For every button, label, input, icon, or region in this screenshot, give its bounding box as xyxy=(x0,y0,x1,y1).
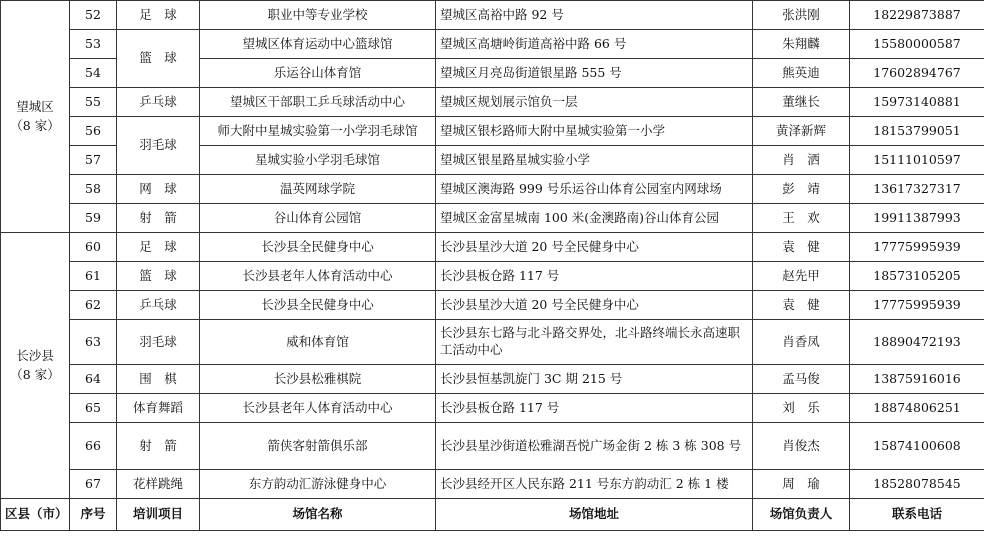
sport-cell: 乒乓球 xyxy=(117,291,200,320)
contact-person: 黄泽新辉 xyxy=(753,117,850,146)
contact-person: 赵先甲 xyxy=(753,262,850,291)
venue-name: 长沙县全民健身中心 xyxy=(200,233,436,262)
row-number: 62 xyxy=(70,291,117,320)
contact-person: 董继长 xyxy=(753,88,850,117)
venue-name: 师大附中星城实验第一小学羽毛球馆 xyxy=(200,117,436,146)
venue-name: 东方韵动汇游泳健身中心 xyxy=(200,470,436,499)
row-number: 65 xyxy=(70,394,117,423)
venue-address: 长沙县板仓路 117 号 xyxy=(436,394,753,423)
district-cell: 望城区 （8 家） xyxy=(1,1,70,233)
sport-cell: 足 球 xyxy=(117,233,200,262)
contact-phone: 17775995939 xyxy=(850,291,984,320)
venue-name: 谷山体育公园馆 xyxy=(200,204,436,233)
row-number: 58 xyxy=(70,175,117,204)
sport-cell: 羽毛球 xyxy=(117,117,200,175)
header-district: 区县（市） xyxy=(1,499,70,531)
contact-person: 张洪刚 xyxy=(753,1,850,30)
row-number: 60 xyxy=(70,233,117,262)
row-number: 63 xyxy=(70,320,117,365)
table-row xyxy=(1,88,984,117)
row-number: 67 xyxy=(70,470,117,499)
sport-cell: 围 棋 xyxy=(117,365,200,394)
sport-cell: 射 箭 xyxy=(117,204,200,233)
sport-cell: 网 球 xyxy=(117,175,200,204)
venue-address: 望城区银星路星城实验小学 xyxy=(436,146,753,175)
table-row xyxy=(1,320,984,365)
sport-cell: 篮 球 xyxy=(117,262,200,291)
sport-cell: 射 箭 xyxy=(117,423,200,470)
contact-phone: 17602894767 xyxy=(850,59,984,88)
sport-cell: 足 球 xyxy=(117,1,200,30)
venue-name: 乐运谷山体育馆 xyxy=(200,59,436,88)
row-number: 52 xyxy=(70,1,117,30)
venue-address: 望城区高塘岭街道高裕中路 66 号 xyxy=(436,30,753,59)
venue-name: 望城区体育运动中心篮球馆 xyxy=(200,30,436,59)
venue-address: 望城区银杉路师大附中星城实验第一小学 xyxy=(436,117,753,146)
contact-phone: 15111010597 xyxy=(850,146,984,175)
venue-address: 望城区澳海路 999 号乐运谷山体育公园室内网球场 xyxy=(436,175,753,204)
venue-address: 长沙县经开区人民东路 211 号东方韵动汇 2 栋 1 楼 xyxy=(436,470,753,499)
table-row xyxy=(1,175,984,204)
contact-phone: 15973140881 xyxy=(850,88,984,117)
header-person: 场馆负责人 xyxy=(753,499,850,531)
table-row xyxy=(1,262,984,291)
table-row xyxy=(1,470,984,499)
venue-name: 长沙县全民健身中心 xyxy=(200,291,436,320)
contact-phone: 15874100608 xyxy=(850,423,984,470)
table-row xyxy=(1,394,984,423)
table-row xyxy=(1,233,984,262)
sport-cell: 花样跳绳 xyxy=(117,470,200,499)
venue-address: 望城区月亮岛街道银星路 555 号 xyxy=(436,59,753,88)
venue-address: 望城区规划展示馆负一层 xyxy=(436,88,753,117)
table-row xyxy=(1,204,984,233)
venue-address: 长沙县星沙大道 20 号全民健身中心 xyxy=(436,291,753,320)
header-address: 场馆地址 xyxy=(436,499,753,531)
row-number: 66 xyxy=(70,423,117,470)
venue-name: 温英网球学院 xyxy=(200,175,436,204)
row-number: 56 xyxy=(70,117,117,146)
table-row xyxy=(1,1,984,30)
contact-phone: 18874806251 xyxy=(850,394,984,423)
contact-person: 袁 健 xyxy=(753,233,850,262)
row-number: 53 xyxy=(70,30,117,59)
contact-phone: 18229873887 xyxy=(850,1,984,30)
contact-phone: 18573105205 xyxy=(850,262,984,291)
venue-name: 长沙县老年人体育活动中心 xyxy=(200,262,436,291)
sport-cell: 乒乓球 xyxy=(117,88,200,117)
table-row xyxy=(1,30,984,59)
venue-name: 长沙县老年人体育活动中心 xyxy=(200,394,436,423)
contact-phone: 13875916016 xyxy=(850,365,984,394)
contact-phone: 19911387993 xyxy=(850,204,984,233)
contact-person: 周 瑜 xyxy=(753,470,850,499)
row-number: 64 xyxy=(70,365,117,394)
header-venue: 场馆名称 xyxy=(200,499,436,531)
contact-phone: 17775995939 xyxy=(850,233,984,262)
header-sport: 培训项目 xyxy=(117,499,200,531)
table-row xyxy=(1,365,984,394)
contact-phone: 18153799051 xyxy=(850,117,984,146)
contact-person: 孟马俊 xyxy=(753,365,850,394)
contact-phone: 18528078545 xyxy=(850,470,984,499)
sport-cell: 体育舞蹈 xyxy=(117,394,200,423)
row-number: 55 xyxy=(70,88,117,117)
header-number: 序号 xyxy=(70,499,117,531)
contact-person: 肖 洒 xyxy=(753,146,850,175)
table-row xyxy=(1,117,984,146)
contact-phone: 15580000587 xyxy=(850,30,984,59)
contact-person: 袁 健 xyxy=(753,291,850,320)
sport-cell: 篮 球 xyxy=(117,30,200,88)
venue-name: 长沙县松雅棋院 xyxy=(200,365,436,394)
header-phone: 联系电话 xyxy=(850,499,984,531)
column-header-row xyxy=(1,499,984,531)
venue-name: 箭侠客射箭俱乐部 xyxy=(200,423,436,470)
row-number: 61 xyxy=(70,262,117,291)
table-row xyxy=(1,291,984,320)
contact-phone: 18890472193 xyxy=(850,320,984,365)
venue-address: 望城区高裕中路 92 号 xyxy=(436,1,753,30)
contact-person: 熊英迪 xyxy=(753,59,850,88)
contact-person: 肖香凤 xyxy=(753,320,850,365)
venue-address: 长沙县星沙街道松雅湖吾悦广场金街 2 栋 3 栋 308 号 xyxy=(436,423,753,470)
contact-phone: 13617327317 xyxy=(850,175,984,204)
venue-address: 长沙县东七路与北斗路交界处，北斗路终端长永高速职工活动中心 xyxy=(436,320,753,365)
venue-name: 职业中等专业学校 xyxy=(200,1,436,30)
sport-cell: 羽毛球 xyxy=(117,320,200,365)
row-number: 57 xyxy=(70,146,117,175)
venue-address: 长沙县板仓路 117 号 xyxy=(436,262,753,291)
row-number: 54 xyxy=(70,59,117,88)
row-number: 59 xyxy=(70,204,117,233)
contact-person: 彭 靖 xyxy=(753,175,850,204)
venue-address: 长沙县星沙大道 20 号全民健身中心 xyxy=(436,233,753,262)
contact-person: 肖俊杰 xyxy=(753,423,850,470)
venue-address: 长沙县恒基凯旋门 3C 期 215 号 xyxy=(436,365,753,394)
district-cell: 长沙县 （8 家） xyxy=(1,233,70,499)
contact-person: 王 欢 xyxy=(753,204,850,233)
contact-person: 刘 乐 xyxy=(753,394,850,423)
venue-name: 威和体育馆 xyxy=(200,320,436,365)
venue-address: 望城区金富星城南 100 米(金澳路南)谷山体育公园 xyxy=(436,204,753,233)
venue-name: 星城实验小学羽毛球馆 xyxy=(200,146,436,175)
table-row xyxy=(1,423,984,470)
contact-person: 朱翔麟 xyxy=(753,30,850,59)
venue-name: 望城区干部职工乒乓球活动中心 xyxy=(200,88,436,117)
